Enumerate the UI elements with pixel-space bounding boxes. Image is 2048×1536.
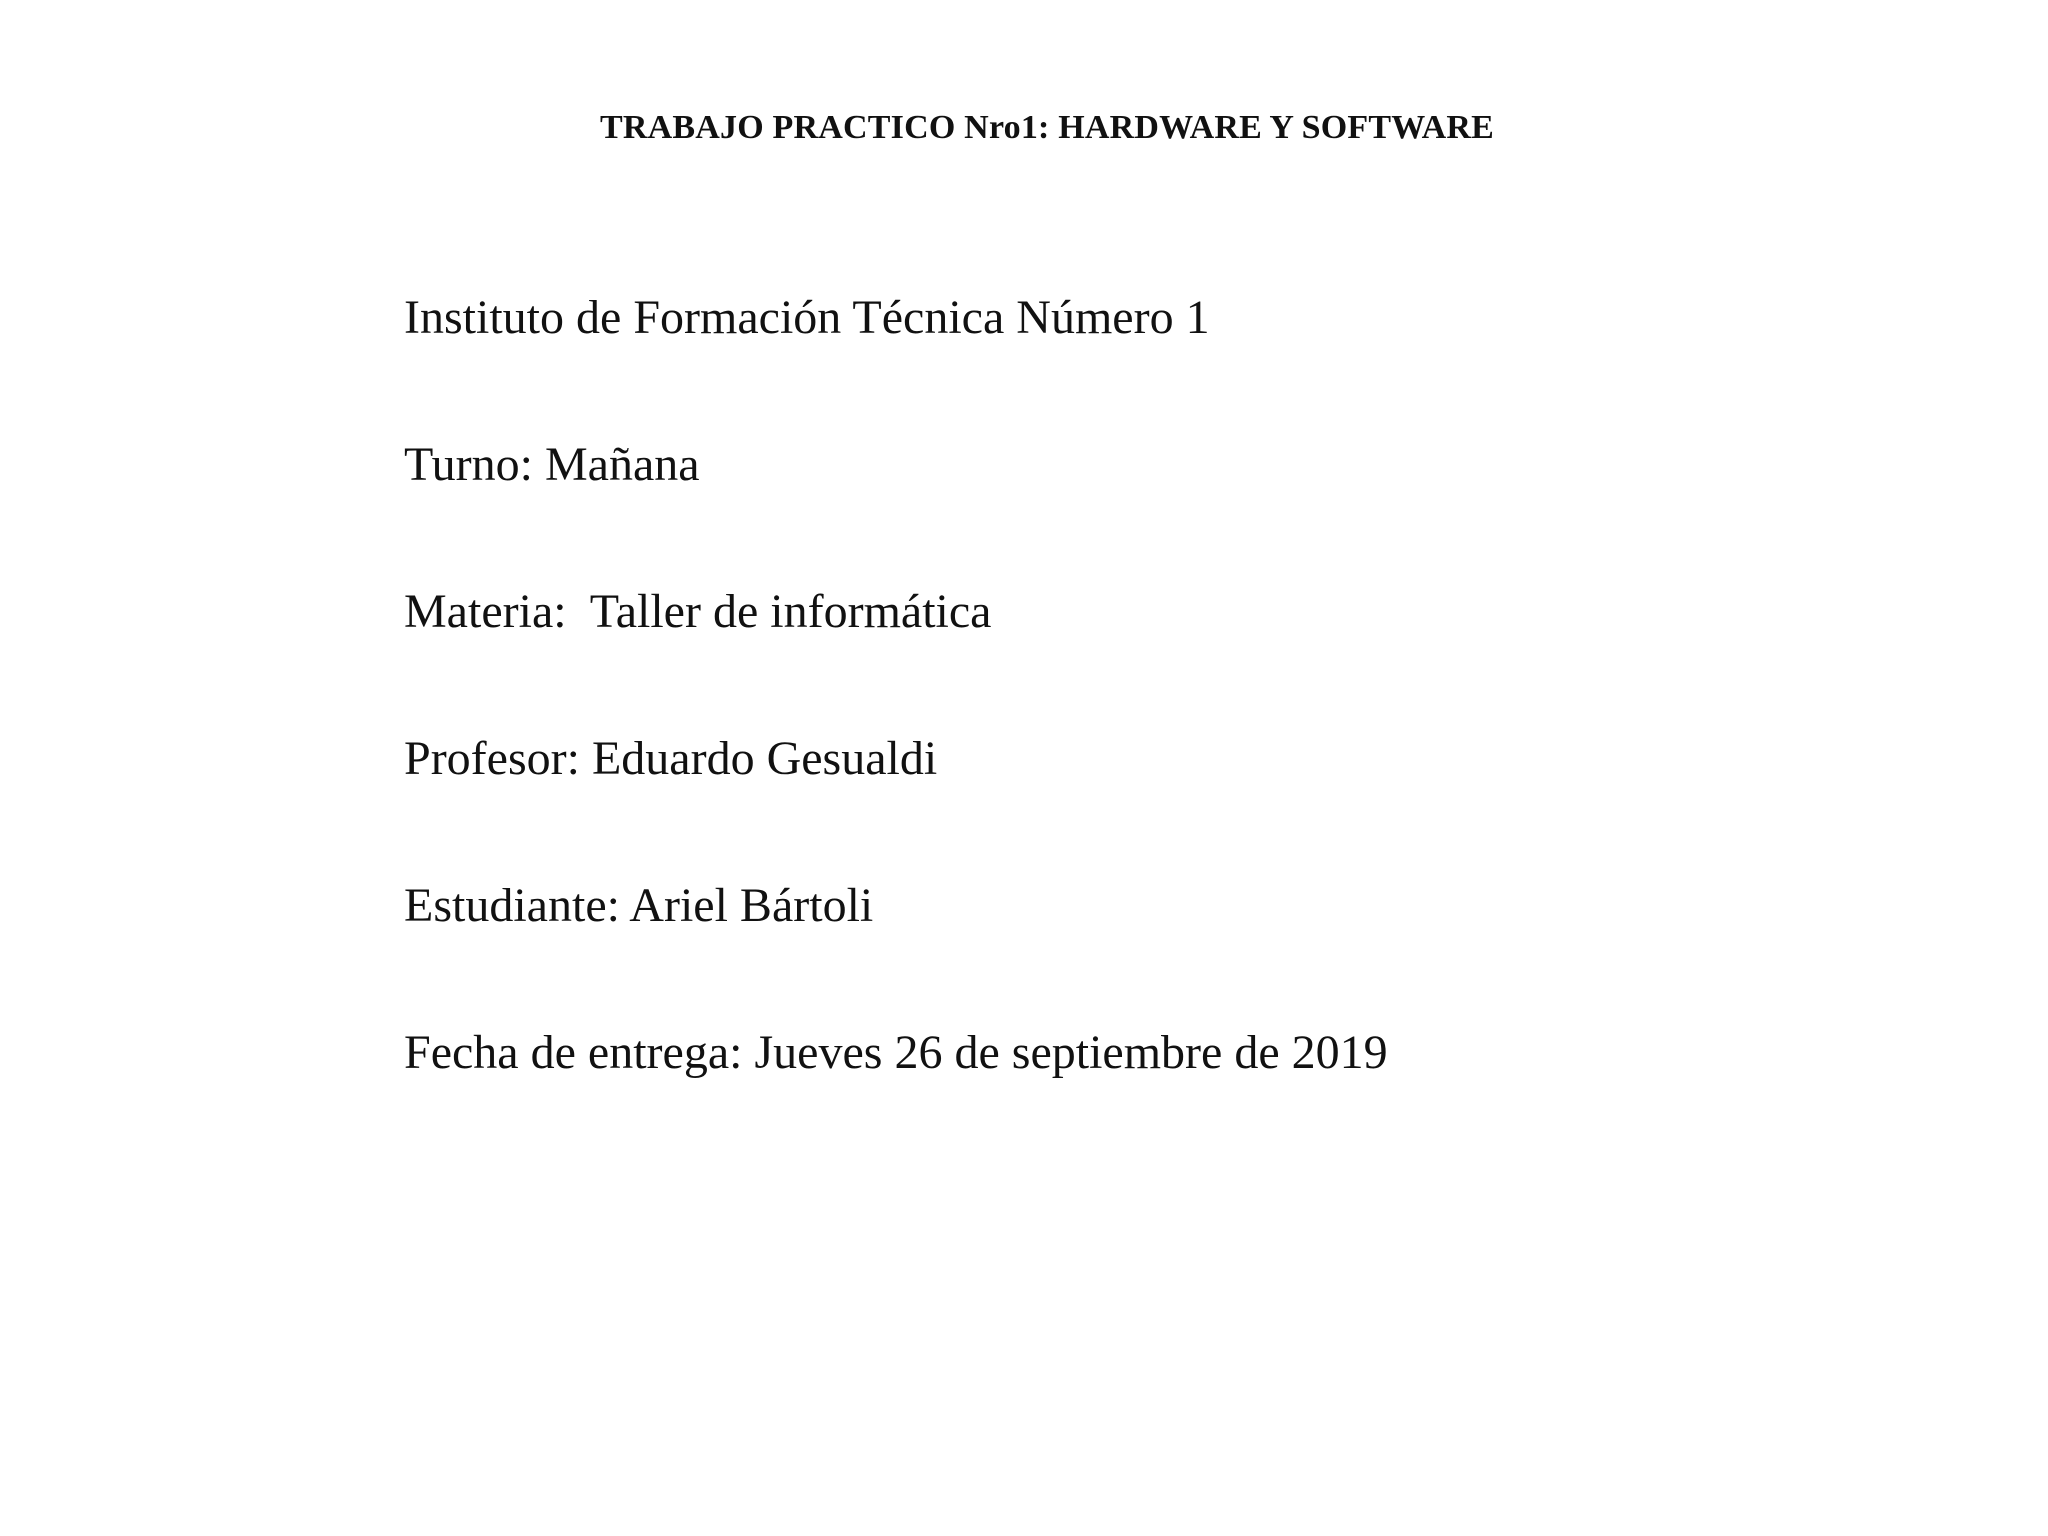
page-title: TRABAJO PRACTICO Nro1: HARDWARE Y SOFTWARE xyxy=(599,109,1495,146)
student-line: Estudiante: Ariel Bártoli xyxy=(404,879,874,932)
institute-line: Instituto de Formación Técnica Número 1 xyxy=(404,291,1210,344)
due-date-line: Fecha de entrega: Jueves 26 de septiembre de 2019 xyxy=(404,1026,1388,1079)
professor-line: Profesor: Eduardo Gesualdi xyxy=(404,732,938,785)
cover-details xyxy=(404,290,1388,1172)
shift-line: Turno: Mañana xyxy=(404,438,700,491)
subject-line: Materia: Taller de informática xyxy=(404,585,992,638)
